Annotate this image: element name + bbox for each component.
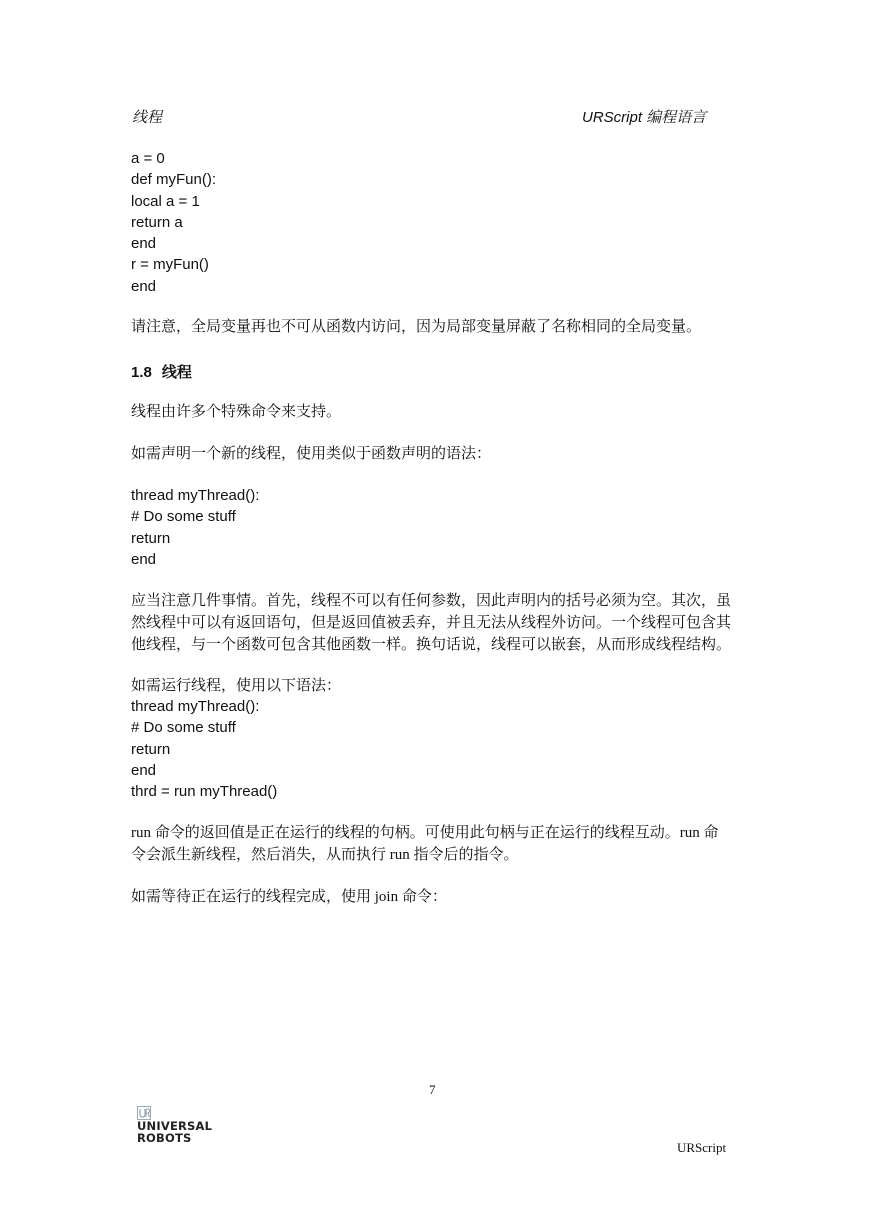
paragraph-thread-support (131, 401, 741, 423)
paragraph-line: 然线程中可以有返回语句，但是返回值被丢弃，并且无法从线程外访问。一个线程可包含其 (131, 615, 732, 631)
code-line: return (131, 529, 171, 547)
code-line: # Do some stuff (131, 508, 236, 526)
logo-text-robots: ROBOTS (137, 1131, 192, 1145)
code-line: return (131, 740, 171, 758)
page-number: 7 (429, 1082, 436, 1097)
paragraph-line: 如需等待正在运行的线程完成，使用 join 命令： (131, 889, 447, 905)
paragraph-line: 如需运行线程，使用以下语法： (131, 678, 342, 694)
ur-logo-mark-icon (137, 1106, 151, 1120)
logo-text-universal: UNIVERSAL (137, 1119, 213, 1133)
paragraph-run-handle (131, 822, 741, 866)
code-line: return a (131, 213, 183, 231)
paragraph-line: 他线程，与一个函数可包含其他函数一样。换句话说，线程可以嵌套，从而形成线程结构。 (131, 637, 732, 653)
code-line: a = 0 (131, 150, 165, 167)
code-line: thrd = run myThread() (131, 783, 278, 801)
paragraph-declare-thread (131, 443, 741, 465)
section-heading (131, 361, 192, 382)
running-header-title: URScript 编程语言 (582, 109, 707, 126)
section-number: 1.8 (131, 364, 152, 381)
paragraph-line: 线程由许多个特殊命令来支持。 (131, 404, 342, 420)
paragraph-line: 请注意，全局变量再也不可从函数内访问，因为局部变量屏蔽了名称相同的全局变量。 (131, 319, 702, 335)
code-block-run-thread (131, 696, 277, 802)
code-line: local a = 1 (131, 192, 200, 210)
code-line: end (131, 235, 157, 253)
code-line: def myFun(): (131, 171, 217, 189)
code-line: end (131, 550, 157, 568)
code-line: r = myFun() (131, 256, 209, 274)
paragraph-run-thread (131, 675, 741, 697)
paragraph-line: run 命令的返回值是正在运行的线程的句柄。可使用此句柄与正在运行的线程互动。run 命 (131, 825, 719, 841)
footer-document-name: URScript (677, 1140, 727, 1155)
code-block-thread-declaration (131, 485, 259, 570)
paragraph-line: 如需声明一个新的线程，使用类似于函数声明的语法： (131, 446, 492, 462)
paragraph-join-thread (131, 886, 741, 908)
universal-robots-logo (137, 1106, 237, 1146)
paragraph-global-variable-note (131, 316, 741, 338)
code-line: thread myThread(): (131, 698, 260, 715)
section-title: 线程 (161, 364, 192, 381)
paragraph-line: 令会派生新线程，然后消失，从而执行 run 指令后的指令。 (131, 847, 519, 863)
paragraph-line: 应当注意几件事情。首先，线程不可以有任何参数，因此声明内的括号必须为空。其次，虽 (131, 593, 732, 609)
code-line: end (131, 761, 157, 779)
code-block-scope-example (131, 148, 216, 297)
code-line: # Do some stuff (131, 719, 236, 737)
code-line: end (131, 277, 157, 295)
paragraph-thread-notes (131, 590, 741, 656)
code-line: thread myThread(): (131, 487, 260, 504)
running-header-chapter: 线程 (132, 109, 163, 126)
